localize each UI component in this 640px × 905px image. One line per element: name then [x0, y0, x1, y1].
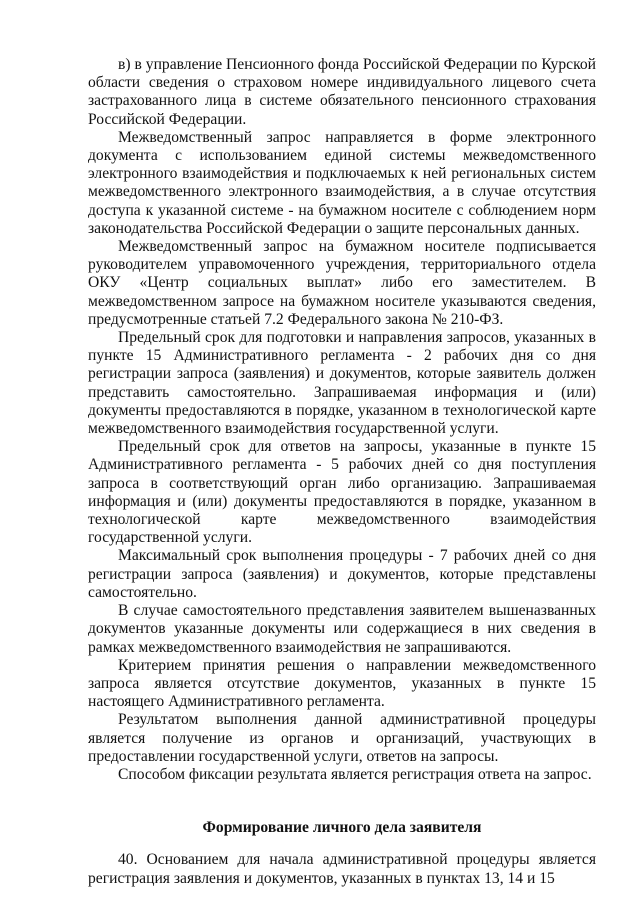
paragraph-10: Способом фиксации результата является регистрация ответа на запрос. [118, 765, 592, 783]
document-page [88, 56, 596, 888]
paragraph-4: Предельный срок для подготовки и направления запросов, указанных в пункте 15 Административного регламента - 2 рабочих дня со дня регистрации запроса (заявления) и документов, которые заявитель должен представить самостоятельно. Запрашиваемая информация и (или) документы предоставляются в порядке, указанном в технологической карте межведомственного взаимодействия государственной услуги. [88, 329, 596, 438]
paragraph-7: В случае самостоятельного представления заявителем вышеназванных документов указанные документы или содержащиеся в них сведения в рамках межведомственного взаимодействия не запрашиваются. [88, 602, 596, 656]
paragraph-5: Предельный срок для ответов на запросы, указанные в пункте 15 Административного регламента - 5 рабочих дней со дня поступления запроса в соответствующий орган либо организацию. Запрашиваемая информация и (или) документы предоставляются в порядке, указанном в технологической карте межведомственного взаимодействия государственной услуги. [88, 438, 596, 547]
paragraph-40: 40. Основанием для начала административной процедуры является регистрация заявления и документов, указанных в пунктах 13, 14 и 15 [88, 851, 596, 887]
paragraph-3: Межведомственный запрос на бумажном носителе подписывается руководителем управомоченного учреждения, территориального отдела ОКУ «Центр социальных выплат» либо его заместителем. В межведомственном запросе на бумажном носителе указываются сведения, предусмотренные статьей 7.2 Федерального закона № 210-ФЗ. [88, 238, 596, 328]
paragraph-2: Межведомственный запрос направляется в форме электронного документа с использованием единой системы межведомственного электронного взаимодействия и подключаемых к ней региональных систем межведомственного электронного взаимодействия, а в случае отсутствия доступа к указанной системе - на бумажном носителе с соблюдением норм законодательства Российской Федерации о защите персональных данных. [88, 128, 596, 237]
paragraph-6: Максимальный срок выполнения процедуры - 7 рабочих дней со дня регистрации запроса (заявления) и документов, которые представлены самостоятельно. [88, 547, 596, 601]
section-heading: Формирование личного дела заявителя [202, 819, 482, 837]
paragraph-9: Результатом выполнения данной административной процедуры является получение из органов и организаций, участвующих в предоставлении государственной услуги, ответов на запросы. [88, 711, 596, 765]
paragraph-1: в) в управление Пенсионного фонда Российской Федерации по Курской области сведения о страховом номере индивидуального лицевого счета застрахованного лица в системе обязательного пенсионного страхования Российской Федерации. [88, 56, 596, 128]
paragraph-8: Критерием принятия решения о направлении межведомственного запроса является отсутствие документов, указанных в пункте 15 настоящего Административного регламента. [88, 656, 596, 711]
